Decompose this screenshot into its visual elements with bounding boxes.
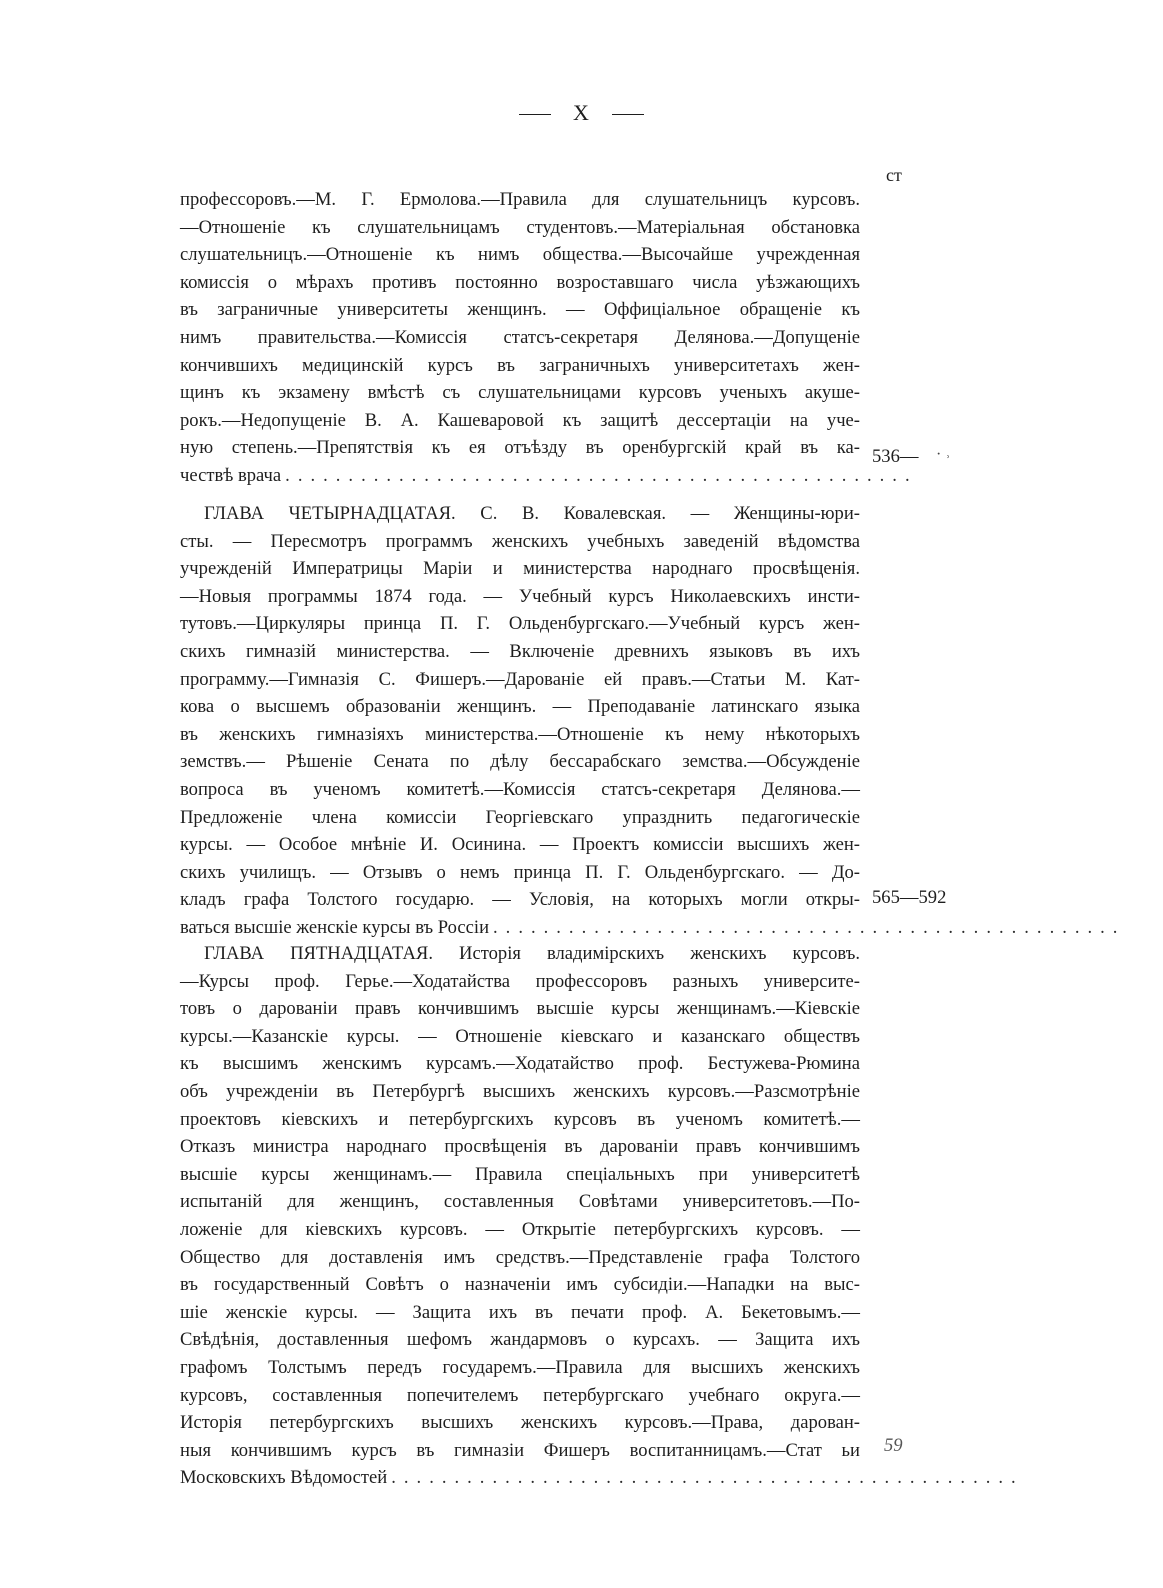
text-line: скихъ гимназій министерства. — Включеніе древнихъ языковъ въ ихъ — [180, 640, 860, 662]
text-line: тутовъ.—Циркуляры принца П. Г. Ольденбургскаго.—Учебный курсъ жен- — [180, 613, 860, 635]
text-line: Исторія петербургскихъ высшихъ женскихъ курсовъ.—Права, дарован- — [180, 1412, 860, 1434]
text-line: —Курсы проф. Герье.—Ходатайства профессоровъ разныхъ университе- — [180, 970, 860, 992]
text-line: нимъ правительства.—Комиссія статсъ-секретаря Делянова.—Допущеніе — [180, 326, 860, 348]
text-line: товъ о дарованіи правъ кончившимъ высшіе курсы женщинамъ.—Кіевскіе — [180, 998, 860, 1020]
text-line: профессоровъ.—М. Г. Ермолова.—Правила для слушательницъ курсовъ. — [180, 189, 860, 210]
text-line-last: ваться высшіе женскіе курсы въ Россіи .................................................. — [180, 914, 860, 942]
text-line: объ учрежденіи въ Петербургѣ высшихъ женскихъ курсовъ.—Разсмотрѣніе — [180, 1080, 860, 1102]
column-label: ст — [886, 165, 902, 185]
text-line: учрежденій Императрицы Маріи и министерства народнаго просвѣщенія. — [180, 558, 860, 580]
dot-leader: .................................................. — [493, 916, 1126, 938]
header-dash-right — [612, 114, 644, 115]
chapter-heading-line: ГЛАВА ПЯТНАДЦАТАЯ. Исторія владимірскихъ женскихъ курсовъ. — [204, 943, 860, 964]
text-line: испытаній для женщинъ, составленныя Совѣтами университетовъ.—По- — [180, 1191, 860, 1213]
text-line: земствъ.— Рѣшеніе Сената по дѣлу бессарабскаго земства.—Обсужденіе — [180, 751, 860, 773]
text-line: ныя кончившимъ курсъ въ гимназіи Фишеръ воспитанницамъ.—Стат ьи — [180, 1439, 860, 1461]
page-range-3: 59 — [884, 1435, 903, 1456]
dot-leader: .................................................. — [391, 1467, 1024, 1489]
text-line: высшіе курсы женщинамъ.— Правила спеціальныхъ при университетѣ — [180, 1163, 860, 1185]
text-line: къ высшимъ женскимъ курсамъ.—Ходатайство проф. Бестужева-Рюмина — [180, 1053, 860, 1075]
text-line: Предложеніе члена комиссіи Георгіевскаго упразднить педагогическіе — [180, 806, 860, 828]
text-line: слушательницъ.—Отношеніе къ нимъ общества.—Высочайше учрежденная — [180, 244, 860, 266]
text-line: въ женскихъ гимназіяхъ министерства.—Отношеніе къ нему нѣкоторыхъ — [180, 723, 860, 745]
text-line: графомъ Толстымъ передъ государемъ.—Правила для высшихъ женскихъ — [180, 1356, 860, 1378]
text-line: проектовъ кіевскихъ и петербургскихъ курсовъ въ ученомъ комитетѣ.— — [180, 1108, 860, 1130]
page-range-1: 536— — [872, 446, 919, 467]
text-line: въ государственный Совѣтъ о назначеніи имъ субсидіи.—Нападки на выс- — [180, 1274, 860, 1296]
text-line: въ заграничные университеты женщинъ. — Оффиціальное обращеніе къ — [180, 299, 860, 321]
text-line: курсы.—Казанскіе курсы. — Отношеніе кіевскаго и казанскаго обществъ — [180, 1025, 860, 1047]
text-line: курсовъ, составленныя попечителемъ петербургскаго учебнаго округа.— — [180, 1384, 860, 1406]
dot-leader: .................................................. — [285, 464, 918, 486]
header-dash-left — [519, 114, 551, 115]
text-line: ную степень.—Препятствія къ ея отъѣзду въ оренбургскій край въ ка- — [180, 437, 860, 459]
scan-mark: · ˒ — [936, 446, 951, 463]
text-line: —Отношеніе къ слушательницамъ студентовъ.—Матеріальная обстановка — [180, 216, 860, 238]
text-line: —Новыя программы 1874 года. — Учебный курсъ Николаевскихъ инсти- — [180, 585, 860, 607]
text-line: скихъ училищъ. — Отзывъ о немъ принца П. Г. Ольденбургскаго. — До- — [180, 861, 860, 883]
text-line: сты. — Пересмотръ программъ женскихъ учебныхъ заведеній вѣдомства — [180, 530, 860, 552]
text-line: щинъ къ экзамену вмѣстѣ съ слушательницами курсовъ ученыхъ акуше- — [180, 382, 860, 404]
text-line-last: чествѣ врача .................................................. — [180, 462, 860, 490]
text-line: шіе женскіе курсы. — Защита ихъ въ печати проф. А. Бекетовымъ.— — [180, 1301, 860, 1323]
roman-page-number: X — [573, 100, 590, 125]
page-header — [0, 100, 1163, 126]
text-line: Общество для доставленія имъ средствъ.—Представленіе графа Толстого — [180, 1246, 860, 1268]
text-line: кладъ графа Толстого государю. — Условія, на которыхъ могли откры- — [180, 889, 860, 911]
text-line: вопроса въ ученомъ комитетѣ.—Комиссія статсъ-секретаря Делянова.— — [180, 778, 860, 800]
text-line: Свѣдѣнія, доставленныя шефомъ жандармовъ о курсахъ. — Защита ихъ — [180, 1329, 860, 1351]
text-line: курсы. — Особое мнѣніе И. Осинина. — Проектъ комиссіи высшихъ жен- — [180, 834, 860, 856]
text-line: программу.—Гимназія С. Фишеръ.—Дарованіе ей правъ.—Статьи М. Кат- — [180, 668, 860, 690]
text-line: ложеніе для кіевскихъ курсовъ. — Открытіе петербургскихъ курсовъ. — — [180, 1218, 860, 1240]
text-line: комиссія о мѣрахъ противъ постоянно возроставшаго числа уѣзжающихъ — [180, 271, 860, 293]
page-range-2: 565—592 — [872, 887, 947, 908]
text-line-last: Московскихъ Вѣдомостей .................................................. — [180, 1464, 860, 1492]
text-line: Отказъ министра народнаго просвѣщенія въ дарованіи правъ кончившимъ — [180, 1136, 860, 1158]
text-line: кончившихъ медицинскій курсъ въ заграничныхъ университетахъ жен- — [180, 354, 860, 376]
text-line: кова о высшемъ образованіи женщинъ. — Преподаваніе латинскаго языка — [180, 696, 860, 718]
text-line: рокъ.—Недопущеніе В. А. Кашеваровой къ защитѣ дессертаціи на уче- — [180, 409, 860, 431]
chapter-heading-line: ГЛАВА ЧЕТЫРНАДЦАТАЯ. С. В. Ковалевская. — Женщины-юри- — [204, 503, 860, 524]
